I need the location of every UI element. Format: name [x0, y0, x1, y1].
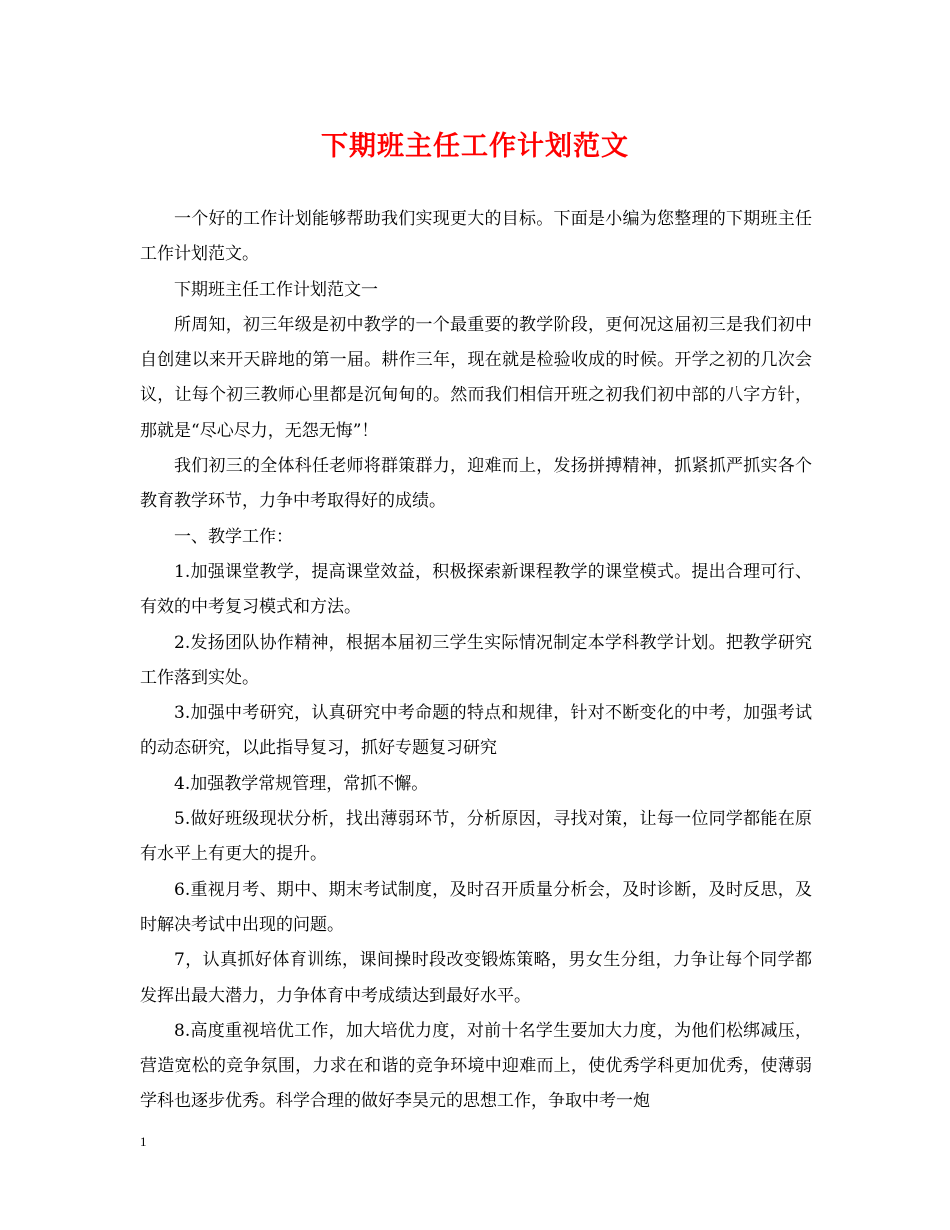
list-item: 3.加强中考研究，认真研究中考命题的特点和规律，针对不断变化的中考，加强考试的动态研究，以此指导复习，抓好专题复习研究: [140, 703, 812, 759]
paragraph: 我们初三的全体科任老师将群策群力，迎难而上，发扬拼搏精神，抓紧抓严抓实各个教育教学环节，力争中考取得好的成绩。: [140, 456, 812, 512]
paragraph-heading-sample-one: 下期班主任工作计划范文一: [174, 279, 378, 300]
list-item: 8.高度重视培优工作，加大培优力度，对前十名学生要加大力度，为他们松绑减压，营造宽松的竞争氛围，力求在和谐的竞争环境中迎难而上，使优秀学科更加优秀，使薄弱学科也逐步优秀。科学合理的做好李昊元的思想工作，争取中考一炮: [140, 1020, 812, 1112]
page-number: 1: [140, 1134, 147, 1149]
paragraph-intro: 一个好的工作计划能够帮助我们实现更大的目标。下面是小编为您整理的下期班主任工作计划范文。: [140, 209, 812, 265]
paragraph: 所周知，初三年级是初中教学的一个最重要的教学阶段，更何况这届初三是我们初中自创建以来开天辟地的第一届。耕作三年，现在就是检验收成的时候。开学之初的几次会议，让每个初三教师心里都是沉甸甸的。然而我们相信开班之初我们初中部的八字方针，那就是“尽心尽力，无怨无悔”！: [140, 314, 812, 441]
list-item: 1.加强课堂教学，提高课堂效益，积极探索新课程教学的课堂模式。提出合理可行、有效的中考复习模式和方法。: [140, 561, 812, 618]
document-title: 下期班主任工作计划范文: [321, 131, 629, 162]
list-item: 5.做好班级现状分析，找出薄弱环节，分析原因，寻找对策，让每一位同学都能在原有水平上有更大的提升。: [140, 809, 812, 865]
list-item: 6.重视月考、期中、期末考试制度，及时召开质量分析会，及时诊断，及时反思，及时解决考试中出现的问题。: [140, 879, 812, 935]
list-item: 7，认真抓好体育训练，课间操时段改变锻炼策略，男女生分组，力争让每个同学都发挥出最大潜力，力争体育中考成绩达到最好水平。: [140, 950, 812, 1006]
section-heading-teaching-work: 一、教学工作：: [174, 526, 293, 547]
document-body: [140, 202, 812, 1120]
list-item: 4.加强教学常规管理，常抓不懈。: [174, 773, 429, 794]
list-item: 2.发扬团队协作精神，根据本届初三学生实际情况制定本学科教学计划。把教学研究工作落到实处。: [140, 632, 812, 688]
